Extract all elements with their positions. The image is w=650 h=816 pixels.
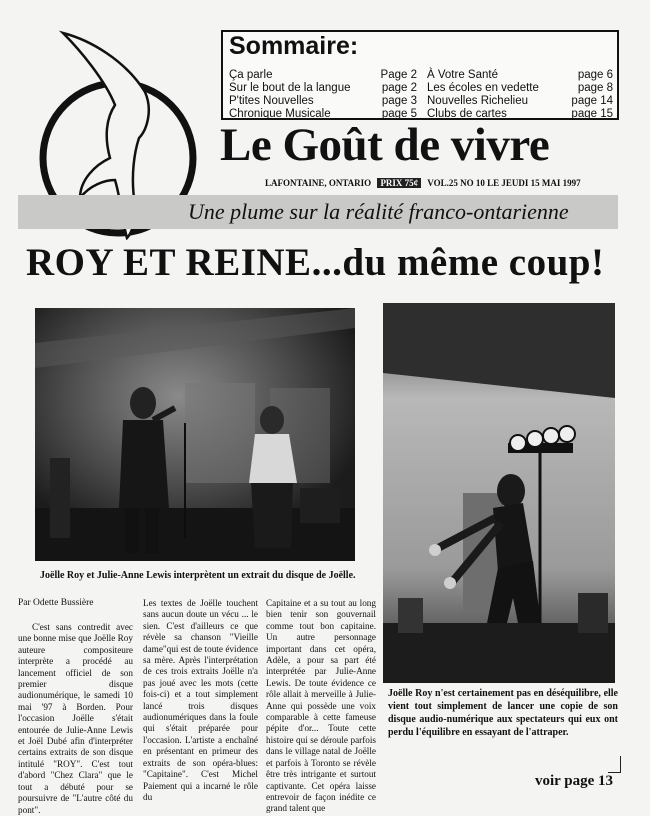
performer-throwing-photo <box>383 303 615 683</box>
contents-title: Sommaire: <box>229 32 359 60</box>
continued-on-link[interactable]: voir page 13 <box>535 773 614 789</box>
byline: Par Odette Bussière <box>18 598 94 608</box>
article-column-3: Capitaine et a su tout au long bien tenir son gouvernail comme tout bon capitaine. Un autre personnage important dans cet opéra, Adèle, a pour sa part été interprétée par Julie-Anne Lewis. De toute évidence ce rôle allait à merveille à Julie-Anne qui possède une voix comparable à cette fameuse pépite d'or... Toute cette histoire qui se déroule parfois dans le village natal de Joëlle et parfois à Toronto se révèle être très intrigante et surtout captivante. Cet opéra laisse entrevoir de façon inédite ce grand talent que <box>266 598 376 814</box>
photo-caption-left: Joëlle Roy et Julie-Anne Lewis interprètent un extrait du disque de Joëlle. <box>40 570 356 581</box>
slogan: Une plume sur la réalité franco-ontarienne <box>188 199 569 224</box>
table-of-contents-box: Sommaire: Ça parle Page 2 Sur le bout de la langue page 2 P'tites Nouvelles page 3 Chronique Musicale page 5 À Votre Santé page 6 Les écoles en vedette page 8 Nouvelles Richelieu page 14 Clubs de cartes page 15 <box>221 30 619 120</box>
article-column-1: C'est sans contredit avec une bonne mise que Joëlle Roy auteure compositeure interprète a procédé au lancement officiel de son premier disque audionumérique, le samedi 10 mai '97 à Borden. Pour l'occasion Joëlle s'était entourée de Julie-Anne Lewis et Joël Dubé afin d'interpréter certains extraits de son disque intitulé "ROY". C'est tout d'abord "Chez Clara" que le tout a débuté pour se poursuivre de "L'autre côté du pont". <box>18 622 133 815</box>
issue-info-line <box>265 178 581 188</box>
corner-mark <box>608 756 621 773</box>
newspaper-title: Le Goût de vivre <box>220 119 550 171</box>
performers-photo <box>35 308 355 561</box>
article-headline: ROY ET REINE...du même coup! <box>26 241 605 284</box>
photo-caption-right: Joëlle Roy n'est certainement pas en déséquilibre, elle vient tout simplement de lancer une copie de son disque audio-numérique aux spectateurs qui eux ont perdu l'équilibre en essayant de l'attraper. <box>388 688 618 738</box>
issue-details: VOL.25 NO 10 LE JEUDI 15 MAI 1997 <box>427 178 581 188</box>
article-column-2: Les textes de Joëlle touchent sans aucun doute un vécu ... le sien. C'est d'ailleurs ce que révèle sa chanson "Vieille dame"qui est de toute évidence sa mère. Après l'interprétation de ces trois extraits Joëlle n'a pas joué avec les mots (cette fois-ci) et a tout simplement lancé trois disques audionumériques dans la foule qui s'était préparée pour l'occasion. L'artiste a enchaîné en présentant en primeur des extraits de son opéra-blues: "Capitaine". C'est Michel Paiement qui a incarné le rôle du <box>143 598 258 802</box>
price-badge: PRIX 75¢ <box>377 178 421 188</box>
location: LAFONTAINE, ONTARIO <box>265 178 372 188</box>
